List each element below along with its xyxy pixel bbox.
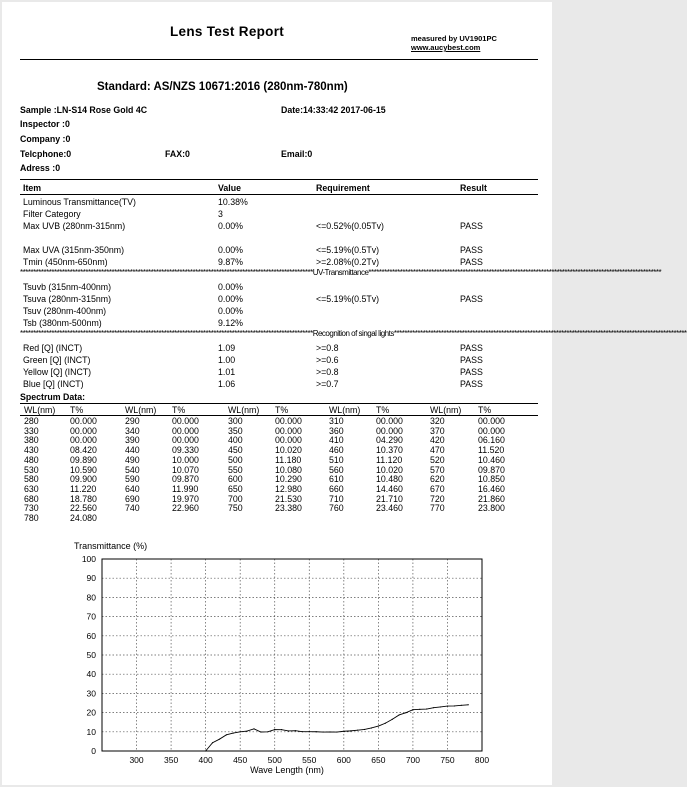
spectrum-wl-cell: 350	[228, 425, 243, 436]
result-value-cell: 0.00%	[218, 221, 243, 231]
company-field: Company :0	[20, 134, 71, 144]
result-result-cell: PASS	[460, 343, 483, 353]
spectrum-wl-cell: 700	[228, 493, 243, 504]
y-tick-label: 60	[86, 630, 96, 641]
spectrum-wl-cell: 480	[24, 454, 39, 465]
telephone-field: Telcphone:0	[20, 149, 72, 159]
result-item-cell: Tsuva (280nm-315nm)	[23, 294, 112, 304]
date-field: Date:14:33:42 2017-06-15	[281, 105, 386, 115]
x-tick-label: 650	[371, 755, 386, 765]
spectrum-col-t: T%	[376, 405, 390, 415]
result-result-cell: PASS	[460, 379, 483, 389]
spectrum-wl-cell: 620	[430, 474, 445, 485]
result-value-cell: 3	[218, 209, 223, 219]
spectrum-wl-cell: 600	[228, 474, 243, 485]
inspector-field: Inspector :0	[20, 119, 70, 129]
spectrum-wl-cell: 280	[24, 416, 39, 426]
spectrum-t-cell: 09.890	[70, 454, 97, 465]
spectrum-wl-cell: 440	[125, 445, 140, 456]
data-point	[392, 719, 393, 720]
spectrum-wl-cell: 300	[228, 416, 243, 426]
result-value-cell: 1.00	[218, 355, 236, 365]
data-point	[378, 725, 379, 726]
spectrum-col-t: T%	[172, 405, 186, 415]
spectrum-t-cell: 23.380	[275, 503, 302, 514]
col-requirement: Requirement	[316, 183, 370, 193]
spectrum-wl-cell: 680	[24, 493, 39, 504]
spectrum-t-cell: 14.460	[376, 483, 403, 494]
spectrum-t-cell: 12.980	[275, 483, 302, 494]
data-point	[412, 709, 413, 710]
result-item-cell: Luminous Transmittance(TV)	[23, 197, 136, 207]
result-requirement-cell: >=0.8	[316, 367, 339, 377]
spectrum-t-cell: 23.800	[478, 503, 505, 514]
result-item-cell: Red [Q] (INCT)	[23, 343, 83, 353]
result-result-cell: PASS	[460, 367, 483, 377]
spectrum-t-cell: 10.020	[275, 445, 302, 456]
y-tick-label: 90	[86, 573, 96, 584]
spectrum-t-cell: 11.180	[275, 454, 302, 465]
spectrum-t-cell: 09.870	[478, 464, 505, 475]
result-value-cell: 0.00%	[218, 245, 243, 255]
result-requirement-cell: <=5.19%(0.5Tv)	[316, 245, 380, 255]
data-point	[405, 712, 406, 713]
y-tick-label: 100	[81, 554, 96, 564]
standard-line: Standard: AS/NZS 10671:2016 (280nm-780nm)	[97, 81, 348, 93]
spectrum-wl-cell: 710	[329, 493, 344, 504]
spectrum-t-cell: 09.330	[172, 445, 199, 456]
spectrum-wl-cell: 400	[228, 435, 243, 446]
spectrum-t-cell: 08.420	[70, 445, 97, 456]
spectrum-t-cell: 04.290	[376, 435, 403, 446]
result-item-cell: Max UVA (315nm-350nm)	[23, 245, 125, 255]
spectrum-wl-cell: 570	[430, 464, 445, 475]
signal-lights-separator: ****************************************************************************************************************Recognition of singal lights****************************************************************************************************************	[20, 329, 687, 338]
spectrum-wl-cell: 760	[329, 503, 344, 514]
spectrum-wl-cell: 360	[329, 425, 344, 436]
spectrum-wl-cell: 340	[125, 425, 140, 436]
spectrum-t-cell: 10.070	[172, 464, 199, 475]
spectrum-wl-cell: 390	[125, 435, 140, 446]
spectrum-t-cell: 10.020	[376, 464, 403, 475]
y-tick-label: 70	[86, 611, 96, 622]
result-requirement-cell: >=2.08%(0.2Tv)	[316, 257, 380, 267]
data-point	[240, 731, 241, 732]
spectrum-wl-cell: 540	[125, 464, 140, 475]
spectrum-t-cell: 00.000	[275, 425, 302, 436]
data-point	[426, 708, 427, 709]
header-divider	[20, 59, 538, 60]
transmittance-line	[206, 705, 469, 751]
report-page	[2, 2, 687, 785]
result-item-cell: Tsuv (280nm-400nm)	[23, 306, 107, 316]
result-requirement-cell: >=0.8	[316, 343, 339, 353]
spectrum-wl-cell: 670	[430, 483, 445, 494]
spectrum-wl-cell: 720	[430, 493, 445, 504]
spectrum-col-wl: WL(nm)	[228, 405, 260, 415]
y-tick-label: 20	[86, 707, 96, 718]
data-point	[371, 727, 372, 728]
result-requirement-cell: <=0.52%(0.05Tv)	[316, 221, 384, 231]
data-point	[329, 731, 330, 732]
spectrum-wl-cell: 510	[329, 454, 344, 465]
result-requirement-cell: >=0.7	[316, 379, 339, 389]
result-value-cell: 10.38%	[218, 197, 248, 207]
spectrum-wl-cell: 430	[24, 445, 39, 456]
sample-field: Sample :LN-S14 Rose Gold 4C	[20, 105, 148, 115]
measured-by: measured by UV1901PC	[411, 34, 497, 43]
y-tick-label: 30	[86, 688, 96, 699]
spectrum-col-wl: WL(nm)	[430, 405, 462, 415]
x-tick-label: 300	[129, 755, 144, 765]
spectrum-t-cell: 10.460	[478, 454, 505, 465]
result-value-cell: 1.09	[218, 343, 236, 353]
spectrum-wl-cell: 500	[228, 454, 243, 465]
data-point	[440, 706, 441, 707]
spectrum-wl-cell: 290	[125, 416, 140, 426]
spectrum-t-cell: 00.000	[376, 416, 403, 426]
spectrum-wl-cell: 770	[430, 503, 445, 514]
data-point	[260, 731, 261, 732]
spectrum-wl-cell: 520	[430, 454, 445, 465]
spectrum-wl-cell: 730	[24, 503, 39, 514]
spectrum-wl-cell: 420	[430, 435, 445, 446]
table-top-rule	[20, 179, 538, 180]
spectrum-col-wl: WL(nm)	[24, 405, 56, 415]
result-value-cell: 9.87%	[218, 257, 243, 267]
data-point	[385, 723, 386, 724]
result-value-cell: 1.06	[218, 379, 236, 389]
data-point	[447, 706, 448, 707]
data-point	[302, 731, 303, 732]
spectrum-t-cell: 00.000	[172, 425, 199, 436]
spectrum-col-t: T%	[275, 405, 289, 415]
y-tick-label: 40	[86, 669, 96, 680]
spectrum-wl-cell: 650	[228, 483, 243, 494]
spectrum-wl-cell: 590	[125, 474, 140, 485]
y-tick-label: 0	[91, 746, 96, 756]
result-requirement-cell: >=0.6	[316, 355, 339, 365]
result-value-cell: 0.00%	[218, 282, 243, 292]
col-value: Value	[218, 183, 241, 193]
spectrum-col-wl: WL(nm)	[329, 405, 361, 415]
data-point	[226, 734, 227, 735]
data-point	[398, 714, 399, 715]
spectrum-t-cell: 06.160	[478, 435, 505, 446]
spectrum-wl-cell: 740	[125, 503, 140, 514]
data-point	[461, 705, 462, 706]
spectrum-t-cell: 00.000	[70, 416, 97, 426]
website-link[interactable]: www.aucybest.com	[411, 43, 481, 52]
x-tick-label: 750	[440, 755, 455, 765]
result-item-cell: Filter Category	[23, 209, 81, 219]
spectrum-wl-cell: 490	[125, 454, 140, 465]
y-tick-label: 10	[86, 726, 96, 737]
spectrum-top-rule	[20, 403, 538, 404]
data-point	[454, 705, 455, 706]
spectrum-t-cell: 22.960	[172, 503, 199, 514]
spectrum-t-cell: 00.000	[172, 416, 199, 426]
result-result-cell: PASS	[460, 221, 483, 231]
data-point	[468, 704, 469, 705]
spectrum-t-cell: 00.000	[275, 416, 302, 426]
spectrum-t-cell: 00.000	[376, 425, 403, 436]
result-result-cell: PASS	[460, 245, 483, 255]
result-value-cell: 9.12%	[218, 318, 243, 328]
result-value-cell: 1.01	[218, 367, 236, 377]
x-tick-label: 700	[405, 755, 421, 765]
spectrum-wl-cell: 470	[430, 445, 445, 456]
spectrum-col-t: T%	[70, 405, 84, 415]
spectrum-t-cell: 10.850	[478, 474, 505, 485]
spectrum-wl-cell: 640	[125, 483, 140, 494]
spectrum-t-cell: 00.000	[478, 425, 505, 436]
data-point	[364, 729, 365, 730]
spectrum-t-cell: 09.900	[70, 474, 97, 485]
result-item-cell: Max UVB (280nm-315nm)	[23, 221, 126, 231]
y-tick-label: 50	[86, 650, 96, 660]
email-field: Email:0	[281, 149, 313, 159]
fax-field: FAX:0	[165, 149, 190, 159]
spectrum-col-wl: WL(nm)	[125, 405, 157, 415]
spectrum-t-cell: 18.780	[70, 493, 97, 504]
x-axis-label: Wave Length (nm)	[250, 765, 324, 775]
data-point	[309, 731, 310, 732]
data-point	[350, 730, 351, 731]
spectrum-t-cell: 21.860	[478, 493, 505, 504]
spectrum-t-cell: 09.870	[172, 474, 199, 485]
spectrum-wl-cell: 530	[24, 464, 39, 475]
data-point	[267, 731, 268, 732]
spectrum-t-cell: 11.990	[172, 483, 199, 494]
report-title: Lens Test Report	[170, 24, 285, 39]
result-item-cell: Green [Q] (INCT)	[23, 355, 91, 365]
data-point	[246, 730, 247, 731]
address-field: Adress :0	[20, 163, 61, 173]
spectrum-t-cell: 10.370	[376, 445, 403, 456]
data-point	[288, 730, 289, 731]
y-axis-label: Transmittance (%)	[74, 541, 148, 551]
spectrum-t-cell: 21.710	[376, 493, 403, 504]
spectrum-t-cell: 22.560	[70, 503, 97, 514]
spectrum-wl-cell: 560	[329, 464, 344, 475]
x-tick-label: 800	[474, 755, 490, 765]
x-tick-label: 450	[233, 755, 248, 765]
result-result-cell: PASS	[460, 294, 483, 304]
spectrum-t-cell: 00.000	[70, 435, 97, 446]
spectrum-t-cell: 23.460	[376, 503, 403, 514]
spectrum-t-cell: 00.000	[70, 425, 97, 436]
data-point	[219, 739, 220, 740]
spectrum-t-cell: 00.000	[478, 416, 505, 426]
result-item-cell: Blue [Q] (INCT)	[23, 379, 84, 389]
data-point	[253, 728, 254, 729]
spectrum-wl-cell: 320	[430, 416, 445, 426]
result-item-cell: Tsb (380nm-500nm)	[23, 318, 102, 328]
spectrum-wl-cell: 660	[329, 483, 344, 494]
spectrum-t-cell: 10.480	[376, 474, 403, 485]
spectrum-heading: Spectrum Data:	[20, 392, 86, 402]
data-point	[295, 730, 296, 731]
result-value-cell: 0.00%	[218, 306, 243, 316]
table-header-rule	[20, 194, 538, 195]
spectrum-t-cell: 11.520	[478, 445, 505, 456]
x-tick-label: 500	[267, 755, 282, 765]
data-point	[274, 729, 275, 730]
spectrum-t-cell: 11.120	[376, 454, 403, 465]
spectrum-wl-cell: 750	[228, 503, 243, 514]
data-point	[233, 732, 234, 733]
spectrum-wl-cell: 310	[329, 416, 344, 426]
spectrum-wl-cell: 550	[228, 464, 243, 475]
spectrum-wl-cell: 370	[430, 425, 445, 436]
result-item-cell: Tsuvb (315nm-400nm)	[23, 282, 112, 292]
data-point	[343, 731, 344, 732]
x-tick-label: 600	[336, 755, 351, 765]
spectrum-wl-cell: 330	[24, 425, 39, 436]
spectrum-t-cell: 10.590	[70, 464, 97, 475]
spectrum-wl-cell: 380	[24, 435, 39, 446]
data-point	[212, 742, 213, 743]
spectrum-t-cell: 10.000	[172, 454, 199, 465]
data-point	[336, 731, 337, 732]
result-item-cell: Yellow [Q] (INCT)	[23, 367, 92, 377]
transmittance-chart	[58, 537, 490, 782]
result-result-cell: PASS	[460, 257, 483, 267]
spectrum-t-cell: 19.970	[172, 493, 199, 504]
spectrum-t-cell: 00.000	[172, 435, 199, 446]
data-point	[357, 730, 358, 731]
spectrum-t-cell: 24.080	[70, 513, 97, 523]
spectrum-t-cell: 16.460	[478, 483, 505, 494]
x-tick-label: 550	[302, 755, 317, 765]
spectrum-wl-cell: 630	[24, 483, 39, 494]
data-point	[316, 731, 317, 732]
data-point	[419, 709, 420, 710]
result-item-cell: Tmin (450nm-650nm)	[23, 257, 108, 267]
spectrum-wl-cell: 450	[228, 445, 243, 456]
spectrum-wl-cell: 580	[24, 474, 39, 485]
data-point	[205, 750, 206, 751]
spectrum-t-cell: 11.220	[70, 483, 97, 494]
data-point	[322, 731, 323, 732]
data-point	[281, 729, 282, 730]
spectrum-t-cell: 10.290	[275, 474, 302, 485]
col-item: Item	[23, 183, 42, 193]
y-tick-label: 80	[86, 592, 96, 603]
spectrum-wl-cell: 610	[329, 474, 344, 485]
spectrum-t-cell: 00.000	[275, 435, 302, 446]
spectrum-t-cell: 10.080	[275, 464, 302, 475]
spectrum-wl-cell: 410	[329, 435, 344, 446]
data-point	[433, 707, 434, 708]
col-result: Result	[460, 183, 487, 193]
spectrum-col-t: T%	[478, 405, 492, 415]
result-result-cell: PASS	[460, 355, 483, 365]
spectrum-t-cell: 21.530	[275, 493, 302, 504]
x-tick-label: 350	[163, 755, 179, 765]
result-value-cell: 0.00%	[218, 294, 243, 304]
spectrum-wl-cell: 780	[24, 513, 39, 523]
spectrum-wl-cell: 460	[329, 445, 344, 456]
x-tick-label: 400	[198, 755, 213, 765]
uv-transmittance-separator: ****************************************************************************************************************UV-Transmittance****************************************************************************************************************	[20, 268, 662, 277]
spectrum-wl-cell: 690	[125, 493, 140, 504]
result-requirement-cell: <=5.19%(0.5Tv)	[316, 294, 380, 304]
